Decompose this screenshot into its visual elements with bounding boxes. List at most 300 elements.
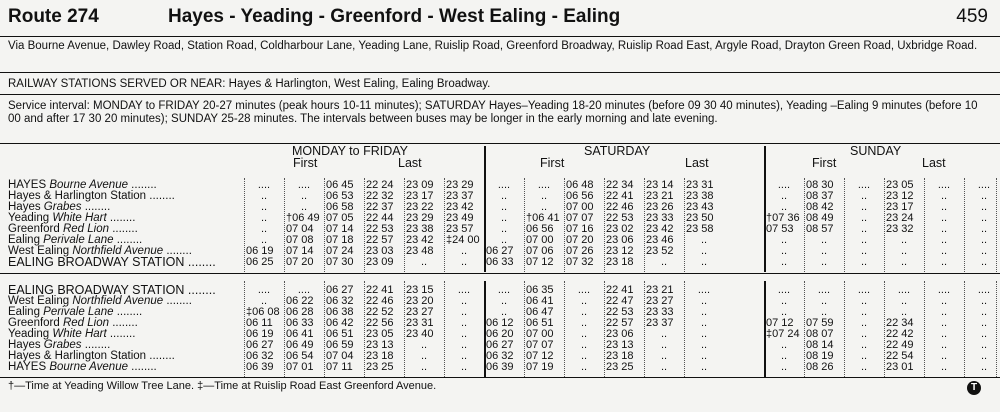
time-cell: .. xyxy=(900,245,908,257)
time-cell: 23 31 xyxy=(686,179,714,191)
time-cell: .. xyxy=(460,350,468,362)
time-cell: 06 39 xyxy=(486,361,514,373)
stop-place: West Ealing xyxy=(8,295,70,307)
time-cell: 07 14 xyxy=(326,223,354,235)
time-cell: 23 12 xyxy=(886,190,914,202)
stop-detail: Red Lion xyxy=(59,317,110,329)
time-cell: 22 46 xyxy=(366,295,394,307)
stop-detail: Grabes xyxy=(40,201,82,213)
time-cell: .. xyxy=(700,317,708,329)
time-cell: 22 41 xyxy=(366,284,394,296)
time-cell: 06 41 xyxy=(526,295,554,307)
time-cell: .. xyxy=(860,190,868,202)
stop-place: Yeading xyxy=(8,328,50,340)
time-cell: 23 09 xyxy=(406,179,434,191)
time-cell: 22 53 xyxy=(606,212,634,224)
time-cell: .. xyxy=(700,306,708,318)
time-cell: .... xyxy=(977,179,991,191)
time-cell: 22 42 xyxy=(886,328,914,340)
time-cell: 06 22 xyxy=(286,295,314,307)
time-cell: 06 27 xyxy=(486,339,514,351)
time-cell: .... xyxy=(977,284,991,296)
time-cell: 22 57 xyxy=(606,317,634,329)
stop-detail: Perivale Lane xyxy=(39,306,114,318)
column-rule xyxy=(284,281,285,377)
time-cell: 23 29 xyxy=(406,212,434,224)
time-cell: .. xyxy=(500,234,508,246)
time-cell: 06 27 xyxy=(246,339,274,351)
time-cell: .. xyxy=(460,328,468,340)
stop-detail: Grabes xyxy=(40,339,82,351)
time-cell: .. xyxy=(980,234,988,246)
time-cell: .. xyxy=(780,306,788,318)
time-cell: 06 41 xyxy=(286,328,314,340)
column-rule xyxy=(964,178,965,272)
direction-separator xyxy=(0,273,1000,274)
time-cell: 23 25 xyxy=(366,361,394,373)
column-rule xyxy=(244,178,245,272)
time-cell: 23 06 xyxy=(606,328,634,340)
leader-dots: ........ xyxy=(113,306,143,318)
time-cell: .. xyxy=(940,245,948,257)
time-cell: 07 14 xyxy=(286,245,314,257)
time-cell: 08 07 xyxy=(806,328,834,340)
time-cell: 22 53 xyxy=(366,223,394,235)
time-cell: 06 32 xyxy=(326,295,354,307)
time-cell: 23 26 xyxy=(646,201,674,213)
time-cell: 07 19 xyxy=(526,361,554,373)
time-cell: .... xyxy=(457,284,471,296)
time-cell: .. xyxy=(660,361,668,373)
time-cell: .. xyxy=(780,256,788,268)
stop-detail: Bourne Avenue xyxy=(46,179,128,191)
stop-detail: White Hart xyxy=(49,212,107,224)
leader-dots: ........ xyxy=(106,328,136,340)
mf-last-label: Last xyxy=(398,156,422,170)
time-cell: .. xyxy=(860,361,868,373)
time-cell: 06 33 xyxy=(286,317,314,329)
time-cell: 23 22 xyxy=(406,201,434,213)
time-cell: .. xyxy=(700,245,708,257)
time-cell: 07 20 xyxy=(286,256,314,268)
time-cell: .. xyxy=(860,306,868,318)
sun-last-label: Last xyxy=(922,156,946,170)
stop-place: Hayes & Harlington Station xyxy=(8,350,147,362)
time-cell: .. xyxy=(980,256,988,268)
time-cell: 08 30 xyxy=(806,179,834,191)
time-cell: .. xyxy=(580,339,588,351)
column-rule xyxy=(404,281,405,377)
stop-place: Hayes xyxy=(8,201,41,213)
time-cell: 07 18 xyxy=(326,234,354,246)
time-cell: .. xyxy=(980,339,988,351)
time-cell: 23 52 xyxy=(646,245,674,257)
time-cell: 07 59 xyxy=(806,317,834,329)
time-cell: .. xyxy=(260,190,268,202)
time-cell: .. xyxy=(820,256,828,268)
time-cell: 23 02 xyxy=(606,223,634,235)
column-rule xyxy=(524,281,525,377)
time-cell: 07 11 xyxy=(326,361,353,373)
time-cell: 22 24 xyxy=(366,179,394,191)
time-cell: 07 12 xyxy=(766,317,794,329)
column-rule xyxy=(844,281,845,377)
sun-header: SUNDAY xyxy=(850,144,902,158)
stop-place: EALING BROADWAY STATION xyxy=(8,255,185,269)
time-cell: .. xyxy=(580,361,588,373)
time-cell: 22 32 xyxy=(366,190,394,202)
time-cell: .. xyxy=(940,212,948,224)
time-cell: 06 56 xyxy=(566,190,594,202)
time-cell: 07 00 xyxy=(526,234,554,246)
time-cell: .... xyxy=(777,284,791,296)
time-cell: 07 08 xyxy=(286,234,314,246)
column-rule xyxy=(604,281,605,377)
day-separator xyxy=(484,146,486,178)
time-cell: .. xyxy=(820,245,828,257)
time-cell: .. xyxy=(780,339,788,351)
page-number: 459 xyxy=(956,6,988,27)
column-rule xyxy=(644,281,645,377)
time-cell: .. xyxy=(940,328,948,340)
time-cell: 06 33 xyxy=(486,256,514,268)
time-cell: 07 20 xyxy=(566,234,594,246)
time-cell: 07 30 xyxy=(326,256,354,268)
time-cell: .... xyxy=(297,284,311,296)
time-cell: 23 20 xyxy=(406,295,434,307)
leader-dots: ........ xyxy=(163,245,192,257)
stop-place: Greenford xyxy=(8,223,60,235)
time-cell: 23 12 xyxy=(606,245,634,257)
time-cell: 23 32 xyxy=(886,223,914,235)
service-section xyxy=(0,94,1000,125)
time-cell: .. xyxy=(940,223,948,235)
time-cell: .. xyxy=(980,245,988,257)
time-cell: .. xyxy=(420,339,428,351)
time-cell: 23 33 xyxy=(646,306,674,318)
time-cell: .. xyxy=(660,328,668,340)
railway-section xyxy=(0,72,1000,90)
time-cell: 07 04 xyxy=(286,223,314,235)
transport-logo-icon: T xyxy=(967,381,981,395)
time-cell: 23 13 xyxy=(366,339,394,351)
time-cell: .. xyxy=(460,361,468,373)
time-cell: .. xyxy=(700,295,708,307)
time-cell: 23 43 xyxy=(686,201,714,213)
time-cell: 23 13 xyxy=(606,339,634,351)
time-cell: .. xyxy=(980,190,988,202)
time-cell: .. xyxy=(780,190,788,202)
stop-name xyxy=(8,257,216,268)
time-cell: .. xyxy=(660,350,668,362)
time-cell: .. xyxy=(980,201,988,213)
time-cell: .. xyxy=(940,306,948,318)
route-number: Route 274 xyxy=(8,6,99,27)
time-cell: 06 51 xyxy=(326,328,354,340)
time-cell: 07 32 xyxy=(566,256,594,268)
time-cell: .. xyxy=(580,306,588,318)
time-cell: 23 58 xyxy=(686,223,714,235)
time-cell: 23 48 xyxy=(406,245,434,257)
time-cell: 23 14 xyxy=(646,179,674,191)
time-cell: .. xyxy=(780,201,788,213)
time-cell: 08 57 xyxy=(806,223,834,235)
time-cell: 06 19 xyxy=(246,245,274,257)
time-cell: .. xyxy=(980,328,988,340)
column-rule xyxy=(524,178,525,272)
footnote: †—Time at Yeading Willow Tree Lane. ‡—Time at Ruislip Road East Greenford Avenue. xyxy=(8,380,437,392)
time-cell: 22 41 xyxy=(606,284,634,296)
day-separator xyxy=(764,146,766,178)
stop-place: West Ealing xyxy=(8,245,70,257)
time-cell: .. xyxy=(980,212,988,224)
stop-detail: Northfield Avenue xyxy=(69,295,164,307)
time-cell: 23 03 xyxy=(366,245,394,257)
time-cell: 06 51 xyxy=(526,317,554,329)
stop-place: HAYES xyxy=(8,179,47,191)
time-cell: 22 44 xyxy=(366,212,394,224)
time-cell: 08 26 xyxy=(806,361,834,373)
time-cell: 23 15 xyxy=(406,284,434,296)
time-cell: 06 56 xyxy=(526,223,554,235)
leader-dots: ........ xyxy=(81,201,111,213)
time-cell: 07 07 xyxy=(526,339,554,351)
column-rule xyxy=(644,178,645,272)
time-cell: .. xyxy=(500,201,508,213)
time-cell: .. xyxy=(700,328,708,340)
time-cell: .. xyxy=(460,256,468,268)
time-cell: 23 42 xyxy=(646,223,674,235)
time-cell: 23 17 xyxy=(886,201,914,213)
column-rule xyxy=(364,178,365,272)
column-rule xyxy=(284,178,285,272)
time-cell: .. xyxy=(820,234,828,246)
mf-header: MONDAY to FRIDAY xyxy=(292,144,408,158)
time-cell: 23 01 xyxy=(886,361,914,373)
time-cell: 06 32 xyxy=(486,350,514,362)
column-rule xyxy=(244,281,245,377)
time-cell: .. xyxy=(700,350,708,362)
time-cell: 22 46 xyxy=(606,201,634,213)
time-cell: .. xyxy=(660,339,668,351)
time-cell: 06 12 xyxy=(486,317,514,329)
time-cell: †07 36 xyxy=(766,212,800,224)
leader-dots: ........ xyxy=(184,283,216,297)
time-cell: .. xyxy=(860,223,868,235)
time-cell: .. xyxy=(860,245,868,257)
time-cell: 23 29 xyxy=(446,179,474,191)
time-cell: .. xyxy=(260,212,268,224)
leader-dots: ........ xyxy=(127,179,157,191)
time-cell: 22 53 xyxy=(606,306,634,318)
via-text: Via Bourne Avenue, Dawley Road, Station Road, Coldharbour Lane, Yeading Lane, Ruislip Road, Greenford Broadway, Ruislip Road East, Argyle Road, Drayton Green Road, Uxbridge Road. xyxy=(8,40,978,52)
time-cell: 06 28 xyxy=(286,306,314,318)
time-cell: 08 19 xyxy=(806,350,834,362)
time-cell: .. xyxy=(780,350,788,362)
time-cell: 23 18 xyxy=(606,350,634,362)
time-cell: .. xyxy=(260,295,268,307)
time-cell: .. xyxy=(860,339,868,351)
time-cell: 07 12 xyxy=(526,256,554,268)
time-cell: 22 37 xyxy=(366,201,394,213)
time-cell: 23 42 xyxy=(446,201,474,213)
time-cell: 23 40 xyxy=(406,328,434,340)
time-cell: 06 53 xyxy=(326,190,354,202)
time-cell: .. xyxy=(700,361,708,373)
stop-name xyxy=(8,362,157,373)
time-cell: 06 54 xyxy=(286,350,314,362)
time-cell: .. xyxy=(500,295,508,307)
time-cell: .. xyxy=(860,317,868,329)
column-rule xyxy=(964,281,965,377)
time-cell: .. xyxy=(580,328,588,340)
route-title: Hayes - Yeading - Greenford - West Ealing - Ealing xyxy=(168,6,621,27)
time-cell: 06 20 xyxy=(486,328,514,340)
time-cell: .. xyxy=(980,295,988,307)
time-cell: .. xyxy=(940,256,948,268)
time-cell: 08 42 xyxy=(806,201,834,213)
time-cell: 07 06 xyxy=(526,245,554,257)
stop-place: EALING BROADWAY STATION xyxy=(8,283,185,297)
time-cell: 22 54 xyxy=(886,350,914,362)
time-cell: 07 04 xyxy=(326,350,354,362)
time-cell: 07 05 xyxy=(326,212,354,224)
column-rule xyxy=(884,281,885,377)
time-cell: 06 58 xyxy=(326,201,354,213)
time-cell: 23 37 xyxy=(446,190,474,202)
time-cell: 22 41 xyxy=(606,190,634,202)
time-cell: .. xyxy=(540,190,548,202)
time-cell: ‡06 08 xyxy=(246,306,280,318)
time-cell: .. xyxy=(660,256,668,268)
column-rule xyxy=(564,178,565,272)
sat-header: SATURDAY xyxy=(584,144,651,158)
time-cell: .. xyxy=(500,190,508,202)
time-cell: .... xyxy=(497,284,511,296)
time-cell: 06 11 xyxy=(246,317,273,329)
time-cell: 23 50 xyxy=(686,212,714,224)
time-cell: 23 57 xyxy=(446,223,474,235)
route-header xyxy=(0,0,1000,37)
time-cell: 23 18 xyxy=(606,256,634,268)
sun-first-label: First xyxy=(812,156,837,170)
time-cell: 22 47 xyxy=(606,295,634,307)
time-cell: .... xyxy=(777,179,791,191)
time-cell: 23 38 xyxy=(406,223,434,235)
column-rule xyxy=(404,178,405,272)
time-cell: .... xyxy=(897,284,911,296)
time-cell: .. xyxy=(260,223,268,235)
time-cell: 22 49 xyxy=(886,339,914,351)
column-rule xyxy=(884,178,885,272)
time-cell: .. xyxy=(780,361,788,373)
time-cell: 06 25 xyxy=(246,256,274,268)
stop-place: Ealing xyxy=(8,234,40,246)
time-cell: 06 38 xyxy=(326,306,354,318)
column-rule xyxy=(564,281,565,377)
time-cell: .. xyxy=(420,256,428,268)
stop-detail: White Hart xyxy=(49,328,107,340)
time-cell: .... xyxy=(857,284,871,296)
time-cell: .. xyxy=(500,212,508,224)
time-cell: .. xyxy=(980,317,988,329)
time-cell: 06 27 xyxy=(486,245,514,257)
time-cell: .... xyxy=(537,179,551,191)
column-rule xyxy=(804,281,805,377)
stop-place: Ealing xyxy=(8,306,40,318)
time-cell: 23 46 xyxy=(646,234,674,246)
time-cell: .. xyxy=(420,361,428,373)
column-rule xyxy=(804,178,805,272)
time-cell: .... xyxy=(257,179,271,191)
service-interval-text: Service interval: MONDAY to FRIDAY 20-27 minutes (peak hours 10-11 minutes); SATURDAY Hayes–Yeading 18-20 minutes (before 09 30 40 minutes), Yeading –Ealing 9 minutes (before 10 00 and after 17 30 20 minutes); SUNDAY 25-28 minutes. The intervals between buses may be longer in the early morning and late evening. xyxy=(8,100,978,125)
time-cell: ‡07 24 xyxy=(766,328,800,340)
time-cell: †06 41 xyxy=(526,212,560,224)
leader-dots: ........ xyxy=(163,295,192,307)
column-rule xyxy=(684,178,685,272)
time-cell: .. xyxy=(580,350,588,362)
time-cell: .... xyxy=(297,179,311,191)
time-cell: 23 49 xyxy=(446,212,474,224)
time-cell: .. xyxy=(780,245,788,257)
time-cell: .. xyxy=(860,201,868,213)
time-cell: 06 47 xyxy=(526,306,554,318)
time-cell: .. xyxy=(900,306,908,318)
railway-text: RAILWAY STATIONS SERVED OR NEAR: Hayes & Harlington, West Ealing, Ealing Broadway. xyxy=(8,78,491,90)
leader-dots: ........ xyxy=(81,339,111,351)
time-cell: .. xyxy=(860,212,868,224)
stop-place: Hayes & Harlington Station xyxy=(8,190,147,202)
time-cell: 07 26 xyxy=(566,245,594,257)
time-cell: .. xyxy=(900,234,908,246)
stop-detail: Northfield Avenue xyxy=(69,245,164,257)
time-cell: .. xyxy=(980,223,988,235)
sat-last-label: Last xyxy=(685,156,709,170)
time-cell: 08 14 xyxy=(806,339,834,351)
time-cell: .. xyxy=(500,223,508,235)
time-cell: 23 37 xyxy=(646,317,674,329)
time-cell: 06 27 xyxy=(326,284,354,296)
time-cell: .. xyxy=(940,350,948,362)
time-cell: .. xyxy=(980,361,988,373)
time-cell: .. xyxy=(860,328,868,340)
time-cell: .. xyxy=(460,317,468,329)
time-cell: .... xyxy=(937,179,951,191)
time-cell: 06 32 xyxy=(246,350,274,362)
time-cell: .. xyxy=(860,234,868,246)
time-cell: 23 42 xyxy=(406,234,434,246)
leader-dots: ........ xyxy=(106,212,136,224)
time-cell: 23 21 xyxy=(646,284,674,296)
time-cell: .. xyxy=(780,234,788,246)
time-cell: .. xyxy=(460,295,468,307)
column-rule xyxy=(444,178,445,272)
stop-place: Hayes xyxy=(8,339,41,351)
time-cell: 23 25 xyxy=(606,361,634,373)
time-cell: 22 34 xyxy=(886,317,914,329)
time-cell: .. xyxy=(460,339,468,351)
leader-dots: ........ xyxy=(113,234,143,246)
time-cell: 23 09 xyxy=(366,256,394,268)
time-cell: .. xyxy=(860,256,868,268)
time-cell: .. xyxy=(700,256,708,268)
time-cell: .. xyxy=(260,234,268,246)
time-cell: .... xyxy=(697,284,711,296)
sat-first-label: First xyxy=(540,156,565,170)
time-cell: .. xyxy=(820,306,828,318)
time-cell: .. xyxy=(700,339,708,351)
time-cell: 23 05 xyxy=(886,179,914,191)
